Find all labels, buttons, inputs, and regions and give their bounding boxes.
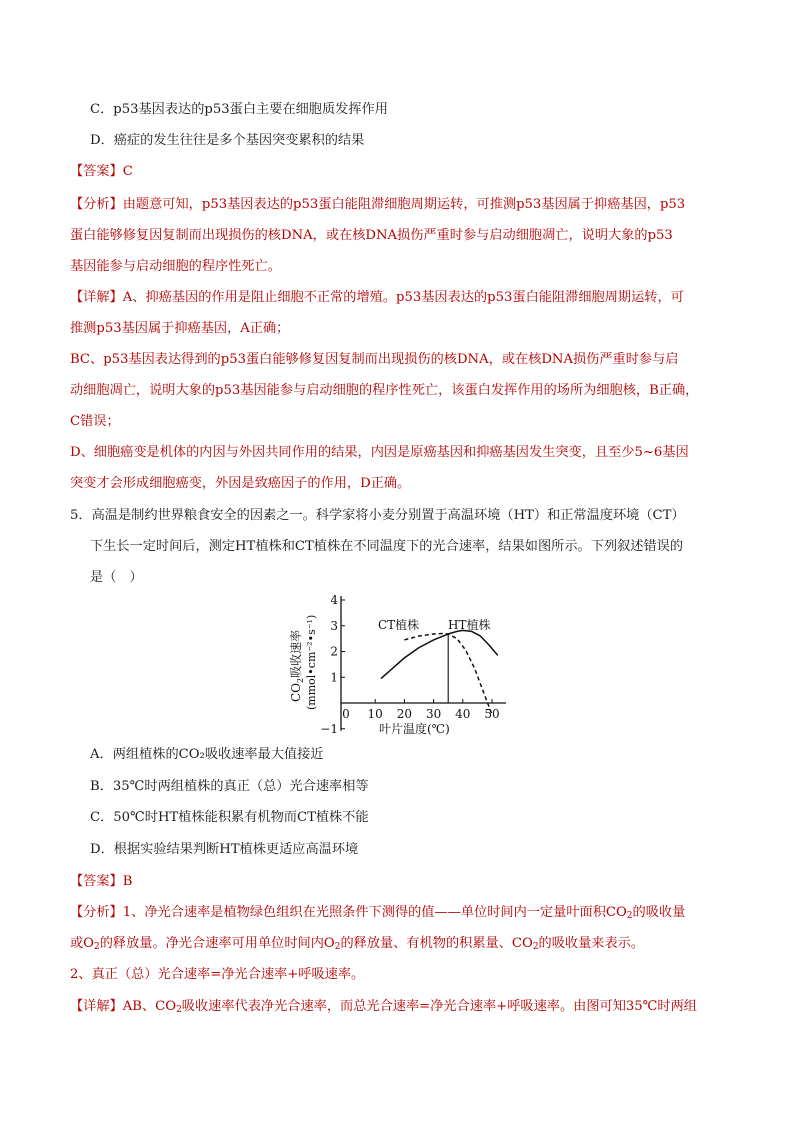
x-tick-label: 30: [425, 707, 442, 721]
detail-tag: 【详解】: [70, 999, 123, 1014]
q5-stem-line-1: 5．高温是制约世界粮食安全的因素之一。科学家将小麦分别置于高温环境（HT）和正常温度环境（CT）: [70, 508, 685, 523]
y-tick-label: 2: [330, 644, 338, 659]
q5-option-a: A．两组植株的CO₂吸收速率最大值接近: [90, 747, 324, 762]
q5-analysis-line-2: 或$O_2$的释放量。净光合速率可用单位时间内$O_2$的释放量、有机物的积累量、$CO_2$的吸收量来表示。: [70, 936, 645, 952]
y-tick-labels: [320, 593, 338, 736]
ht-series-label: HT植株: [448, 618, 491, 632]
x-tick-label: 0: [342, 707, 350, 721]
q5-option-d: D．根据实验结果判断HT植株更适应高温环境: [90, 842, 359, 857]
chart-axes: [341, 596, 506, 731]
q4-option-d: D．癌症的发生往往是多个基因突变累积的结果: [90, 133, 365, 148]
detail-tag: 【详解】: [70, 290, 123, 305]
q4-analysis-line-1: [70, 195, 685, 215]
x-tick-label: 10: [367, 707, 383, 721]
y-axis-label-line-1: $CO_2$吸收速率: [289, 629, 305, 702]
q5-stem-line-3: 是（ ）: [90, 570, 143, 585]
x-tick-label: 40: [455, 707, 471, 721]
q4-detail-line-3: BC、p53基因表达得到的p53蛋白能够修复因复制而出现损伤的核DNA，或在核DNA损伤严重时参与启: [70, 352, 679, 367]
q4-detail-line-7: 突变才会形成细胞癌变，外因是致癌因子的作用，D正确。: [70, 476, 411, 491]
q5-option-c: C．50℃时HT植株能积累有机物而CT植株不能: [90, 810, 369, 825]
q4-detail-line-2: 推测p53基因属于抑癌基因，A正确；: [70, 321, 290, 336]
q4-detail-line-6: D、细胞癌变是机体的内因与外因共同作用的结果，内因是原癌基因和抑癌基因发生突变，且至少5~6基因: [70, 445, 689, 460]
y-axis-label-line-2: (mmol•cm⁻²•s⁻¹): [305, 614, 318, 710]
q4-detail-line-4: 动细胞凋亡，说明大象的p53基因能参与启动细胞的程序性死亡，该蛋白发挥作用的场所为细胞核，B正确，: [70, 383, 699, 398]
q4-answer: [70, 162, 133, 182]
answer-tag: 【答案】: [70, 164, 123, 179]
q4-analysis-line-2: 蛋白能够修复因复制而出现损伤的核DNA，或在核DNA损伤严重时参与启动细胞凋亡，说明大象的p53: [70, 228, 673, 243]
q5-option-b: B．35℃时两组植株的真正（总）光合速率相等: [90, 779, 369, 794]
q5-detail-line-1: 【详解】AB、$CO_2$吸收速率代表净光合速率，而总光合速率=净光合速率+呼吸速率。由图可知35℃时两组: [70, 999, 697, 1015]
q4-detail-line-1: [70, 288, 684, 308]
q5-stem-line-2: 下生长一定时间后，测定HT植株和CT植株在不同温度下的光合速率，结果如图所示。下列叙述错误的: [90, 539, 684, 554]
detail-text: A、抑癌基因的作用是阻止细胞不正常的增殖。p53基因表达的p53蛋白能阻滞细胞周期运转，可: [122, 290, 684, 305]
q5-analysis-line-3: 2、真正（总）光合速率=净光合速率+呼吸速率。: [70, 967, 365, 982]
y-tick-label: 4: [330, 593, 338, 607]
y-tick-label: 3: [330, 618, 338, 633]
answer-value: B: [122, 874, 133, 889]
q4-analysis-line-3: 基因能参与启动细胞的程序性死亡。: [70, 259, 281, 274]
ct-series-label: CT植株: [378, 618, 420, 632]
analysis-tag: 【分析】: [70, 905, 123, 920]
q5-analysis-line-1: 【分析】1、净光合速率是植物绿色组织在光照条件下测得的值——单位时间内一定量叶面积$CO_2$的吸收量: [70, 905, 686, 921]
q4-option-c: C．p53基因表达的p53蛋白主要在细胞质发挥作用: [90, 102, 388, 117]
photosynthesis-chart: [286, 592, 510, 742]
answer-value: C: [122, 164, 133, 179]
x-axis-label: 叶片温度(℃): [379, 722, 450, 736]
analysis-text: 由题意可知，p53基因表达的p53蛋白能阻滞细胞周期运转，可推测p53基因属于抑癌基因，p53: [122, 197, 686, 212]
y-tick-label: 1: [330, 670, 338, 685]
analysis-tag: 【分析】: [70, 197, 123, 212]
chart-series: [381, 630, 498, 714]
x-tick-label: 50: [484, 707, 500, 721]
answer-tag: 【答案】: [70, 874, 123, 889]
x-tick-labels: [342, 707, 499, 721]
x-tick-label: 20: [396, 707, 413, 721]
y-tick-label: −1: [320, 721, 338, 736]
q5-answer: [70, 872, 132, 892]
ht-series-line: [381, 630, 498, 678]
q4-detail-line-5: C错误；: [70, 414, 120, 429]
